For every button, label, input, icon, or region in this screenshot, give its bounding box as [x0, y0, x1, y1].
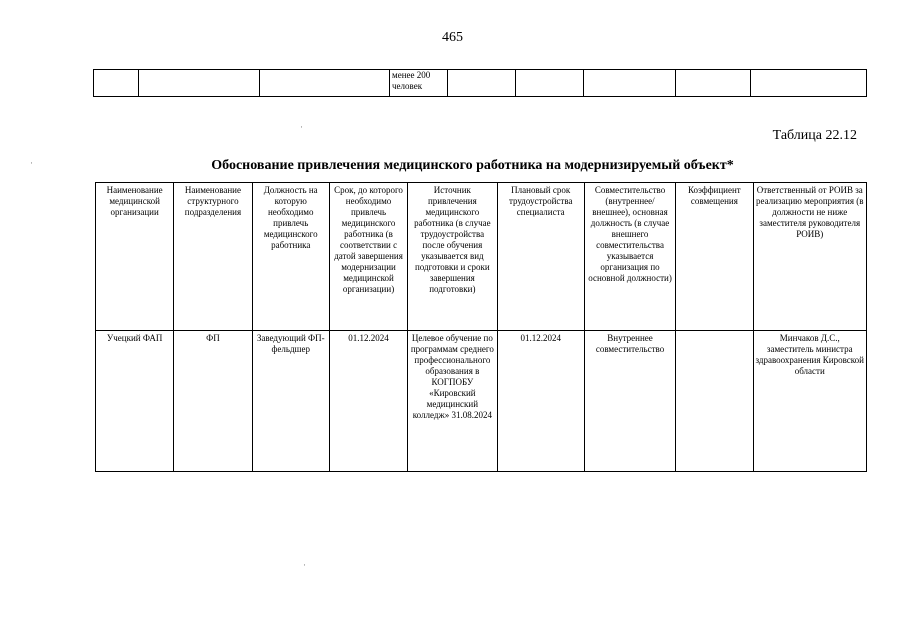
table-cell: [260, 70, 390, 97]
scan-speck: ·: [300, 122, 303, 132]
table-caption: Таблица 22.12: [772, 128, 857, 143]
scan-speck: ·: [303, 560, 306, 570]
column-header: Источник привлечения медицинского работника (в случае трудоустройства после обучения указывается вид подготовки и сроки завершения подготовки): [408, 183, 497, 331]
table-cell: Минчаков Д.С., заместитель министра здравоохранения Кировской области: [753, 331, 867, 472]
table-cell: [139, 70, 260, 97]
column-header: Плановый срок трудоустройства специалиста: [497, 183, 584, 331]
page-number: 465: [442, 30, 463, 45]
table-cell: 01.12.2024: [497, 331, 584, 472]
scan-speck: ·: [30, 158, 33, 168]
table-cell: [751, 70, 867, 97]
table-cell: Учецкий ФАП: [96, 331, 174, 472]
table-cell: ФП: [174, 331, 252, 472]
table-cell: [584, 70, 676, 97]
table-cell: [448, 70, 516, 97]
continuation-table: [93, 69, 867, 97]
column-header: Ответственный от РОИВ за реализацию мероприятия (в должности не ниже заместителя руководителя РОИВ): [753, 183, 867, 331]
table-cell: [676, 70, 751, 97]
column-header: Должность на которую необходимо привлечь медицинского работника: [252, 183, 329, 331]
table-cell: [516, 70, 584, 97]
table-cell: [676, 331, 753, 472]
table-row: [94, 70, 867, 97]
table-cell: Заведующий ФП-фельдшер: [252, 331, 329, 472]
table-row: [96, 331, 867, 472]
table-cell: 01.12.2024: [329, 331, 407, 472]
table-cell: Целевое обучение по программам среднего профессионального образования в КОГПОБУ «Кировский медицинский колледж» 31.08.2024: [408, 331, 497, 472]
table-title: Обоснование привлечения медицинского работника на модернизируемый объект*: [211, 158, 734, 173]
table-header-row: [96, 183, 867, 331]
column-header: Срок, до которого необходимо привлечь медицинского работника (в соответствии с датой завершения модернизации медицинской организации): [329, 183, 407, 331]
table-cell: [94, 70, 139, 97]
table-cell: Внутреннее совместительство: [584, 331, 675, 472]
column-header: Наименование структурного подразделения: [174, 183, 252, 331]
table-cell: менее 200 человек: [390, 70, 448, 97]
justification-table: [95, 182, 867, 472]
column-header: Наименование медицинской организации: [96, 183, 174, 331]
column-header: Совместительство (внутреннее/внешнее), основная должность (в случае внешнего совместительства указывается организация по основной должности): [584, 183, 675, 331]
column-header: Коэффициент совмещения: [676, 183, 753, 331]
